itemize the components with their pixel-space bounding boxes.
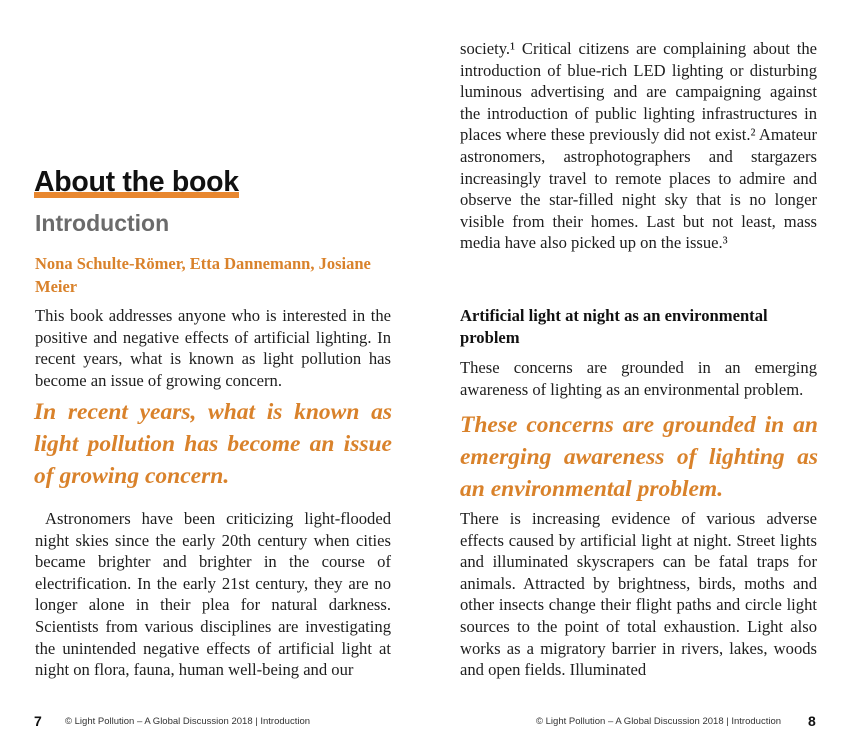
body-paragraph-right: There is increasing evidence of various adverse effects caused by artificial light at night. Street lights and illuminated skyscrapers can be fatal traps for animals. Attracted by brightness, birds, moths and other insects change their flight paths and circle light sources to the point of total exhaustion. Light also works as a migratory barrier in rivers, lakes, woods and open fields. Illuminated [460, 509, 817, 680]
pull-quote-right: These concerns are grounded in an emerging awareness of lighting as an environmental problem. [460, 412, 818, 502]
continued-paragraph: society.¹ Critical citizens are complaining about the introduction of blue-rich LED lighting or disturbing luminous advertising and are campaigning against the introduction of public lighting infrastructures in places where these previously did not exist.² Amateur astronomers, astrophotographers and stargazers increasingly travel to remote places to admire and observe the star-filled night sky that is no longer visible from their homes. Last but not least, mass media have also picked up on the issue.³ [460, 39, 817, 253]
footer-left: © Light Pollution – A Global Discussion 2018 | Introduction [65, 716, 311, 727]
page-number-right: 8 [808, 713, 816, 729]
intro-paragraph: This book addresses anyone who is interested in the positive and negative effects of artificial lighting. In recent years, what is known as light pollution has become an issue of growing concern. [35, 306, 391, 390]
authors-line: Nona Schulte-Römer, Etta Dannemann, Josiane Meier [35, 254, 371, 296]
footer-right: © Light Pollution – A Global Discussion 2018 | Introduction [536, 716, 782, 727]
page-number-left: 7 [34, 713, 42, 729]
section-subtitle: Introduction [35, 210, 170, 236]
concern-paragraph: These concerns are grounded in an emerging awareness of lighting as an environmental problem. [460, 358, 817, 399]
chapter-title [34, 165, 239, 199]
pull-quote-left: In recent years, what is known as light pollution has become an issue of growing concern. [34, 399, 392, 489]
body-paragraph-left: Astronomers have been criticizing light-flooded night skies since the early 20th century when cities became brighter and brighter in the course of electrification. In the early 21st century, they are no longer alone in their plea for natural darkness. Scientists from various disciplines are investigating the unintended negative effects of artificial light at night on flora, fauna, human well-being and our [35, 509, 391, 680]
chapter-title-text: About the book [34, 166, 239, 198]
chapter-title-block [34, 165, 239, 199]
section-heading-right: Artificial light at night as an environmental problem [460, 306, 768, 347]
